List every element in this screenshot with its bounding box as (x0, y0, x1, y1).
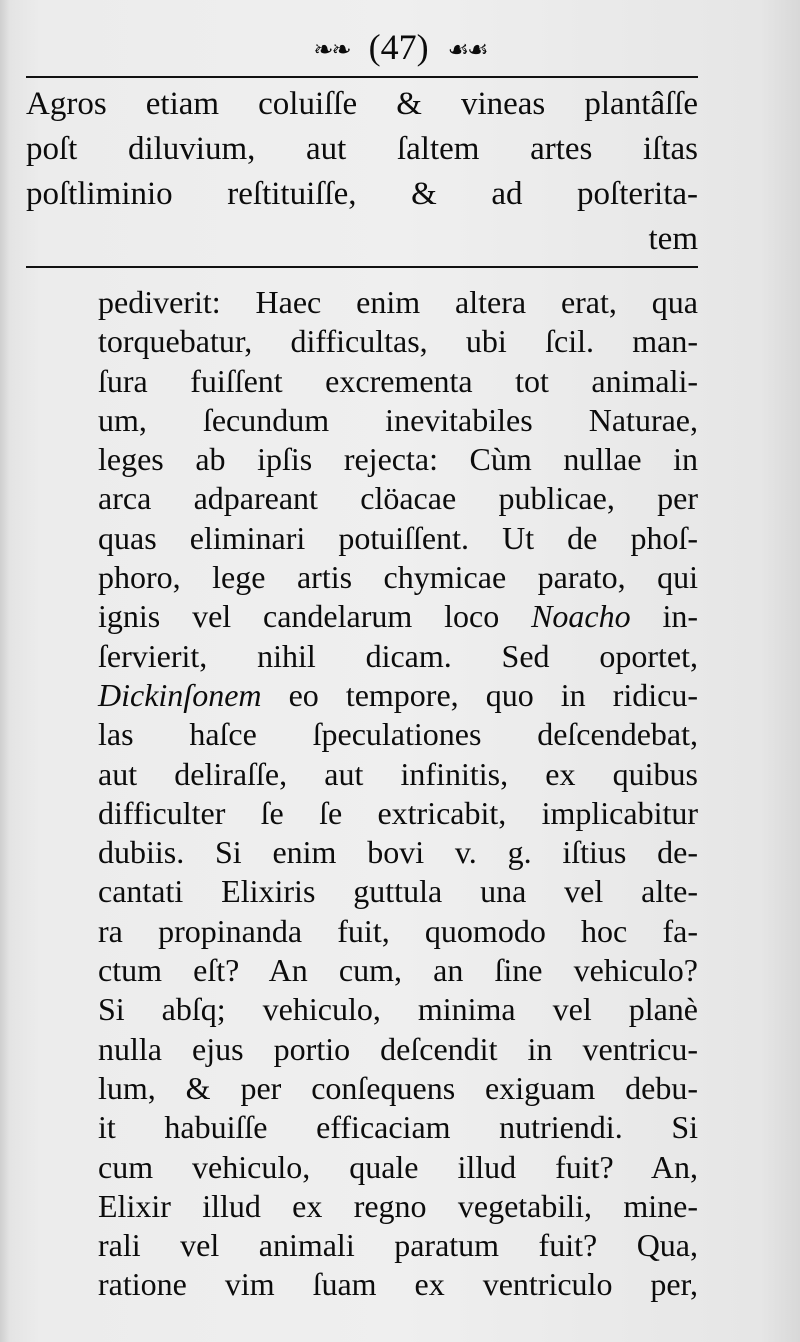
main-text (98, 283, 698, 1305)
text-line: ctum eſt? An cum, an ſine vehiculo? (98, 952, 698, 989)
text-line: ratione vim ſuam ex ventriculo per, (98, 1266, 698, 1303)
text-segment: in- (662, 598, 699, 635)
footnote-bottom-rule (26, 266, 698, 268)
text-line: quas eliminari potuiſſent. Ut de phoſ- (98, 519, 698, 556)
text-segment: ignis vel candelarum loco (98, 598, 500, 635)
text-line: lum, & per conſequens exiguam debu- (98, 1069, 698, 1106)
text-line: pediverit: Haec enim altera erat, qua (98, 284, 698, 320)
text-line: rali vel animali paratum fuit? Qua, (98, 1227, 698, 1264)
footnote-line: poſtliminio reſtituiſſe, & ad poſterita- (26, 176, 698, 212)
italic-name: Dickinſonem (98, 676, 262, 713)
footnote-line: tem (648, 221, 698, 257)
footnote-line: Agros etiam coluiſſe & vineas plantâſſe (26, 86, 698, 122)
text-line: ſura fuiſſent excrementa tot animali- (98, 362, 698, 399)
text-line: it habuiſſe efficaciam nutriendi. Si (98, 1109, 698, 1146)
page-number: (47) (368, 27, 429, 67)
text-line: arca adpareant clöacae publicae, per (98, 480, 698, 517)
text-line: aut deliraſſe, aut infinitis, ex quibus (98, 755, 698, 792)
italic-name: Noacho (531, 598, 631, 635)
text-line: las haſce ſpeculationes deſcendebat, (98, 716, 698, 753)
text-line: Si abſq; vehiculo, minima vel planè (98, 991, 698, 1028)
text-line: ſervierit, nihil dicam. Sed oportet, (98, 637, 698, 674)
ornament-right-icon: ☙☙ (447, 37, 487, 64)
text-line: cantati Elixiris guttula una vel alte- (98, 873, 698, 910)
text-line: dubiis. Si enim bovi v. g. iſtius de- (98, 834, 698, 871)
footnote-top-rule (26, 76, 698, 78)
text-line: um, ſecundum inevitabiles Naturae, (98, 401, 698, 438)
text-line: phoro, lege artis chymicae parato, qui (98, 559, 698, 596)
text-segment: eo tempore, quo in ridicu- (288, 676, 699, 713)
text-line (98, 597, 698, 636)
page-header (0, 22, 800, 76)
text-line: ra propinanda fuit, quomodo hoc fa- (98, 912, 698, 949)
text-line: torquebatur, difficultas, ubi ſcil. man- (98, 323, 698, 360)
text-line: nulla ejus portio deſcendit in ventricu- (98, 1030, 698, 1067)
ornament-left-icon: ❧❧ (313, 37, 350, 64)
footnote-line: poſt diluvium, aut ſaltem artes iſtas (26, 131, 698, 167)
text-line (98, 676, 698, 715)
text-line: cum vehiculo, quale illud fuit? An, (98, 1148, 698, 1185)
footnote-block (26, 82, 698, 262)
text-line: difficulter ſe ſe extricabit, implicabitur (98, 794, 698, 831)
text-line: Elixir illud ex regno vegetabili, mine- (98, 1187, 698, 1224)
text-line: leges ab ipſis rejecta: Cùm nullae in (98, 441, 698, 478)
